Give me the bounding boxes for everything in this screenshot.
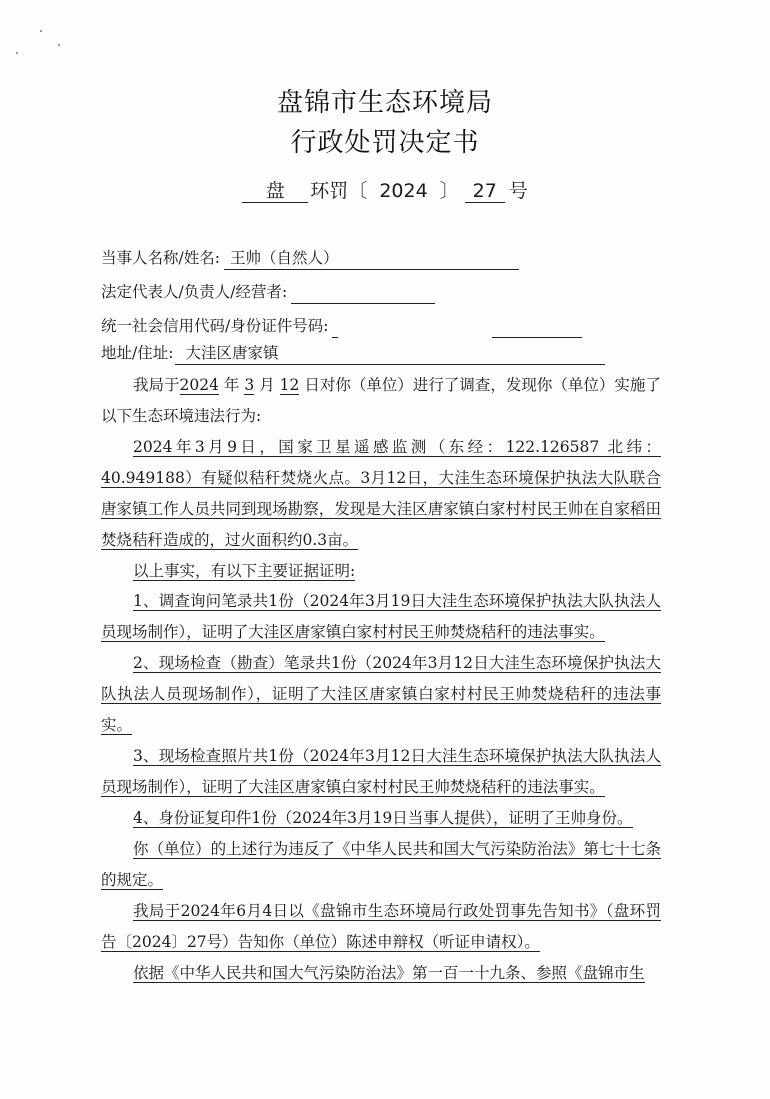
evidence-item-2 <box>101 648 661 741</box>
evidence-item-text: 3、现场检查照片共1份（2024年3月12日大洼生态环境保护执法大队执法人员现场制作），证明了大洼区唐家镇白家村村民王帅焚烧秸秆的违法事实。 <box>101 747 661 796</box>
survey-text-a: 我局于 <box>133 376 180 394</box>
doc-number-year: 2024 <box>379 180 428 202</box>
credit-code-label: 统一社会信用代码/身份证件号码: <box>101 317 329 335</box>
survey-text-c: 月 <box>259 376 275 394</box>
doc-number-prefix: 盘 <box>242 180 308 203</box>
credit-code-row <box>101 314 582 338</box>
doc-number-suffix: 号 <box>508 180 528 202</box>
credit-code-line-left <box>332 317 338 338</box>
address-label: 地址/住址: <box>101 344 174 362</box>
survey-year: 2024 <box>179 376 219 394</box>
legal-rep-row <box>101 280 435 304</box>
document-type-title: 行政处罚决定书 <box>290 128 480 158</box>
legal-rep-label: 法定代表人/负责人/经营者: <box>101 283 288 301</box>
evidence-item-4 <box>101 803 661 834</box>
basis-paragraph <box>101 958 661 989</box>
evidence-item-text: 4、身份证复印件1份（2024年3月19日当事人提供），证明了王帅身份。 <box>133 809 633 827</box>
evidence-item-3 <box>101 741 661 803</box>
doc-number-close: 〕 <box>439 180 459 202</box>
evidence-item-text: 2、现场检查（勘查）笔录共1份（2024年3月12日大洼生态环境保护执法大队执法人员现场制作），证明了大洼区唐家镇白家村村民王帅焚烧秸秆的违法事实。 <box>101 654 661 734</box>
facts-text: 2024年3月9日，国家卫星遥感监测（东经：122.126587 北纬：40.949188）有疑似秸秆焚烧火点。3月12日，大洼生态环境保护执法大队联合唐家镇工作人员共同到现场勘察，发现是大洼区唐家镇白家村村民王帅在自家稻田焚烧秸秆造成的，过火面积约0.3亩。 <box>101 438 661 549</box>
facts-paragraph <box>101 432 661 556</box>
party-name-row <box>101 246 519 270</box>
notice-text: 我局于2024年6月4日以《盘锦市生态环境局行政处罚事先告知书》（盘环罚告〔2024〕27号）告知你（单位）陈述申辩权（听证申请权）。 <box>101 902 661 951</box>
evidence-item-1 <box>101 586 661 648</box>
address-row <box>101 341 605 365</box>
document-number <box>0 176 770 203</box>
survey-text-b: 年 <box>223 376 240 394</box>
party-name-value: 王帅（自然人） <box>224 247 519 270</box>
evidence-intro <box>101 556 661 587</box>
party-name-label: 当事人名称/姓名: <box>101 249 220 267</box>
survey-paragraph <box>101 370 661 432</box>
document-org-title: 盘锦市生态环境局 <box>276 88 493 118</box>
doc-number-number: 27 <box>465 180 505 203</box>
doc-number-middle: 环罚〔 <box>310 180 368 202</box>
violation-paragraph <box>101 834 661 896</box>
address-value: 大洼区唐家镇 <box>175 342 605 365</box>
scan-speck <box>40 30 42 32</box>
evidence-item-text: 1、调查询问笔录共1份（2024年3月19日大洼生态环境保护执法大队执法人员现场制作），证明了大洼区唐家镇白家村村民王帅焚烧秸秆的违法事实。 <box>101 592 661 641</box>
credit-code-line-right <box>492 317 582 338</box>
legal-rep-value-line <box>291 283 435 304</box>
survey-text-d: 日对你（单位）进行了调查，发现你（单位）实施了以下生态环境违法行为: <box>101 376 661 425</box>
survey-month: 3 <box>244 376 255 394</box>
scan-speck <box>16 52 18 54</box>
violation-text: 你（单位）的上述行为违反了《中华人民共和国大气污染防治法》第七十七条的规定。 <box>101 840 661 889</box>
survey-day: 12 <box>279 376 300 394</box>
scan-speck <box>58 44 60 46</box>
notice-paragraph <box>101 896 661 958</box>
basis-text: 依据《中华人民共和国大气污染防治法》第一百一十九条、参照《盘锦市生 <box>133 964 645 982</box>
evidence-intro-text: 以上事实，有以下主要证据证明: <box>133 562 356 580</box>
